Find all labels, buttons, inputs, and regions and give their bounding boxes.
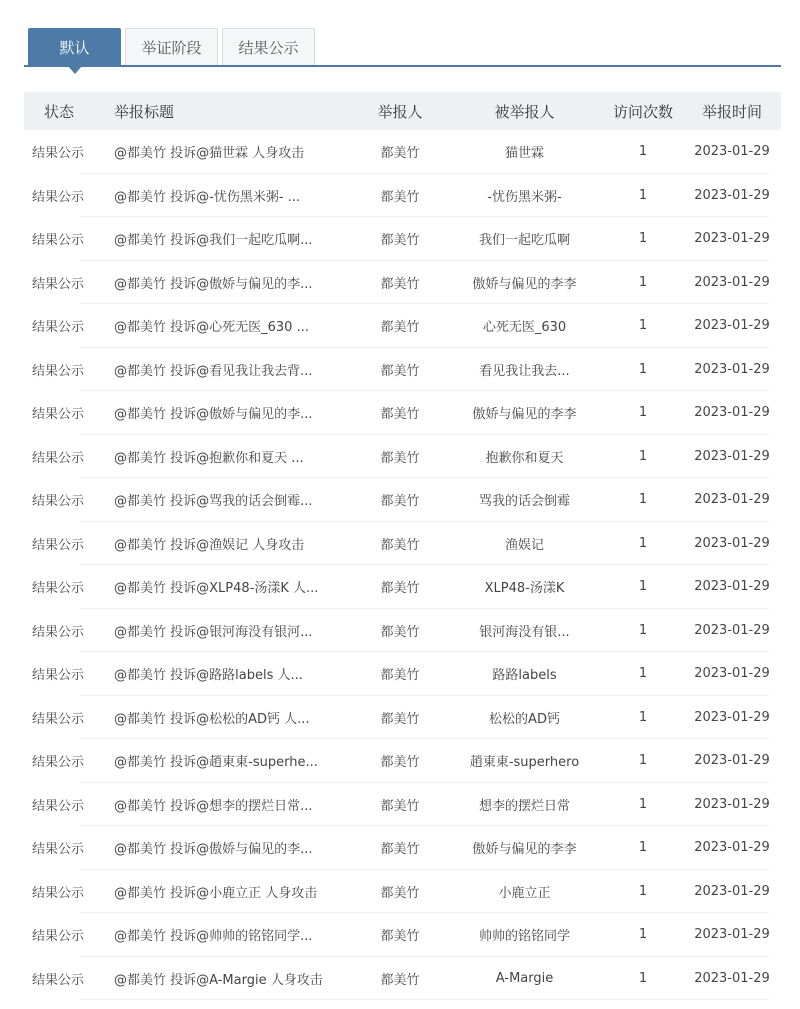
row-title-link[interactable]: @都美竹 投诉@-忧伤黑米粥- ...	[114, 189, 301, 205]
row-visits: 1	[638, 666, 648, 682]
row-title-link[interactable]: @都美竹 投诉@A-Margie 人身攻击	[114, 972, 323, 988]
row-status: 结果公示	[32, 189, 85, 205]
row-status: 结果公示	[32, 494, 85, 510]
row-visits: 1	[638, 796, 648, 812]
row-status: 结果公示	[32, 842, 85, 858]
table-row[interactable]	[24, 565, 781, 609]
table-row[interactable]	[24, 391, 781, 435]
row-time: 2023-01-29	[694, 666, 770, 682]
row-title-link[interactable]: @都美竹 投诉@傲娇与偏见的李...	[114, 842, 313, 858]
row-title-link[interactable]: @都美竹 投诉@渔娱记 人身攻击	[114, 537, 305, 553]
row-reporter: 都美竹	[380, 755, 420, 771]
row-title-link[interactable]: @都美竹 投诉@傲娇与偏见的李...	[114, 407, 313, 423]
row-reported: 帅帅的铭铭同学	[478, 929, 570, 945]
row-reporter: 都美竹	[380, 581, 420, 597]
row-visits: 1	[638, 535, 648, 551]
row-reported: 心死无医_630	[482, 320, 567, 336]
row-reporter: 都美竹	[380, 537, 420, 553]
row-visits: 1	[638, 361, 648, 377]
row-visits: 1	[638, 579, 648, 595]
row-title-link[interactable]: @都美竹 投诉@骂我的话会倒霉...	[114, 494, 313, 510]
table-row[interactable]	[24, 348, 781, 392]
row-visits: 1	[638, 622, 648, 638]
row-status: 结果公示	[32, 407, 85, 423]
row-time: 2023-01-29	[694, 753, 770, 769]
row-reported: 银河海没有银...	[479, 624, 570, 640]
table-body	[24, 130, 781, 1000]
row-time: 2023-01-29	[694, 927, 770, 943]
row-time: 2023-01-29	[694, 883, 770, 899]
row-time: 2023-01-29	[694, 709, 770, 725]
row-time: 2023-01-29	[694, 405, 770, 421]
row-reported: 猫世霖	[504, 146, 544, 162]
row-reported: 傲娇与偏见的李李	[472, 276, 577, 292]
row-reporter: 都美竹	[380, 276, 420, 292]
table-row[interactable]	[24, 478, 781, 522]
row-title-link[interactable]: @都美竹 投诉@趙東東-superhe...	[114, 755, 318, 771]
row-reported: 傲娇与偏见的李李	[472, 407, 577, 423]
row-visits: 1	[638, 405, 648, 421]
report-table	[24, 92, 781, 1000]
row-time: 2023-01-29	[694, 231, 770, 247]
row-reported: -忧伤黑米粥-	[487, 189, 562, 205]
row-reported: 想李的摆烂日常	[478, 798, 570, 814]
table-header	[24, 92, 781, 130]
tab-underline	[24, 65, 781, 67]
table-row[interactable]	[24, 261, 781, 305]
table-row[interactable]	[24, 870, 781, 914]
table-row[interactable]	[24, 217, 781, 261]
row-time: 2023-01-29	[694, 579, 770, 595]
row-visits: 1	[638, 840, 648, 856]
row-title-link[interactable]: @都美竹 投诉@想李的摆烂日常...	[114, 798, 313, 814]
row-title-link[interactable]: @都美竹 投诉@我们一起吃瓜啊...	[114, 233, 313, 249]
row-reporter: 都美竹	[380, 189, 420, 205]
row-status: 结果公示	[32, 755, 85, 771]
tab-default[interactable]: 默认	[28, 28, 121, 66]
row-reporter: 都美竹	[380, 146, 420, 162]
row-reporter: 都美竹	[380, 363, 420, 379]
row-time: 2023-01-29	[694, 448, 770, 464]
table-row[interactable]	[24, 957, 781, 1001]
row-visits: 1	[638, 927, 648, 943]
tab-bar	[28, 28, 319, 66]
row-reporter: 都美竹	[380, 842, 420, 858]
row-reported: 骂我的话会倒霉	[478, 494, 570, 510]
row-status: 结果公示	[32, 233, 85, 249]
row-status: 结果公示	[32, 581, 85, 597]
row-title-link[interactable]: @都美竹 投诉@小鹿立正 人身攻击	[114, 885, 318, 901]
row-title-link[interactable]: @都美竹 投诉@猫世霖 人身攻击	[114, 146, 305, 162]
table-row[interactable]	[24, 913, 781, 957]
row-title-link[interactable]: @都美竹 投诉@松松的AD钙 人...	[114, 711, 310, 727]
row-visits: 1	[638, 144, 648, 160]
row-reporter: 都美竹	[380, 711, 420, 727]
row-title-link[interactable]: @都美竹 投诉@抱歉你和夏天 ...	[114, 450, 304, 466]
row-reporter: 都美竹	[380, 885, 420, 901]
header-reported: 被举报人	[494, 102, 555, 121]
table-row[interactable]	[24, 304, 781, 348]
row-title-link[interactable]: @都美竹 投诉@帅帅的铭铭同学...	[114, 929, 313, 945]
row-visits: 1	[638, 448, 648, 464]
row-reporter: 都美竹	[380, 320, 420, 336]
row-visits: 1	[638, 709, 648, 725]
row-title-link[interactable]: @都美竹 投诉@傲娇与偏见的李...	[114, 276, 313, 292]
row-visits: 1	[638, 318, 648, 334]
row-reporter: 都美竹	[380, 668, 420, 684]
row-reported: XLP48-汤漾K	[484, 581, 565, 597]
row-reported: 松松的AD钙	[489, 711, 560, 727]
row-time: 2023-01-29	[694, 840, 770, 856]
row-visits: 1	[638, 187, 648, 203]
row-title-link[interactable]: @都美竹 投诉@心死无医_630 ...	[114, 320, 309, 336]
row-visits: 1	[638, 231, 648, 247]
row-time: 2023-01-29	[694, 361, 770, 377]
row-title-link[interactable]: @都美竹 投诉@银河海没有银河...	[114, 624, 313, 640]
row-time: 2023-01-29	[694, 970, 770, 986]
table-row[interactable]	[24, 130, 781, 174]
row-status: 结果公示	[32, 668, 85, 684]
row-status: 结果公示	[32, 320, 85, 336]
row-reported: 路路labels	[492, 668, 557, 684]
row-time: 2023-01-29	[694, 187, 770, 203]
row-title-link[interactable]: @都美竹 投诉@路路labels 人...	[114, 668, 303, 684]
row-status: 结果公示	[32, 929, 85, 945]
row-visits: 1	[638, 274, 648, 290]
row-visits: 1	[638, 492, 648, 508]
row-visits: 1	[638, 883, 648, 899]
row-title-link[interactable]: @都美竹 投诉@看见我让我去背...	[114, 363, 313, 379]
row-reporter: 都美竹	[380, 450, 420, 466]
table-row[interactable]	[24, 609, 781, 653]
row-reporter: 都美竹	[380, 624, 420, 640]
row-time: 2023-01-29	[694, 492, 770, 508]
row-title-link[interactable]: @都美竹 投诉@XLP48-汤漾K 人...	[114, 581, 319, 597]
tab-evidence-stage[interactable]: 举证阶段	[125, 28, 218, 66]
row-reported: 抱歉你和夏天	[485, 450, 564, 466]
tab-results[interactable]: 结果公示	[222, 28, 315, 66]
row-reported: 我们一起吃瓜啊	[478, 233, 570, 249]
row-reporter: 都美竹	[380, 233, 420, 249]
row-reported: 趙東東-superhero	[469, 755, 580, 771]
table-row[interactable]	[24, 652, 781, 696]
header-title: 举报标题	[114, 102, 175, 121]
row-visits: 1	[638, 970, 648, 986]
table-row[interactable]	[24, 696, 781, 740]
row-reported: 看见我让我去...	[479, 363, 570, 379]
table-row[interactable]	[24, 522, 781, 566]
row-status: 结果公示	[32, 276, 85, 292]
header-status: 状态	[44, 102, 75, 121]
row-visits: 1	[638, 753, 648, 769]
row-reported: 小鹿立正	[498, 885, 551, 901]
row-status: 结果公示	[32, 624, 85, 640]
row-time: 2023-01-29	[694, 274, 770, 290]
row-reporter: 都美竹	[380, 494, 420, 510]
row-reported: A-Margie	[495, 970, 554, 986]
header-visits: 访问次数	[612, 102, 673, 121]
row-time: 2023-01-29	[694, 535, 770, 551]
row-time: 2023-01-29	[694, 796, 770, 812]
row-reporter: 都美竹	[380, 798, 420, 814]
table-row[interactable]	[24, 826, 781, 870]
row-status: 结果公示	[32, 972, 85, 988]
table-row[interactable]	[24, 174, 781, 218]
row-status: 结果公示	[32, 146, 85, 162]
row-reported: 渔娱记	[504, 537, 544, 553]
row-reported: 傲娇与偏见的李李	[472, 842, 577, 858]
row-reporter: 都美竹	[380, 972, 420, 988]
table-row[interactable]	[24, 783, 781, 827]
header-reporter: 举报人	[377, 102, 423, 121]
row-reporter: 都美竹	[380, 407, 420, 423]
row-status: 结果公示	[32, 363, 85, 379]
header-time: 举报时间	[701, 102, 762, 121]
table-row[interactable]	[24, 435, 781, 479]
row-time: 2023-01-29	[694, 318, 770, 334]
row-status: 结果公示	[32, 537, 85, 553]
row-time: 2023-01-29	[694, 144, 770, 160]
row-time: 2023-01-29	[694, 622, 770, 638]
row-status: 结果公示	[32, 450, 85, 466]
row-status: 结果公示	[32, 798, 85, 814]
row-status: 结果公示	[32, 711, 85, 727]
row-reporter: 都美竹	[380, 929, 420, 945]
table-row[interactable]	[24, 739, 781, 783]
row-status: 结果公示	[32, 885, 85, 901]
